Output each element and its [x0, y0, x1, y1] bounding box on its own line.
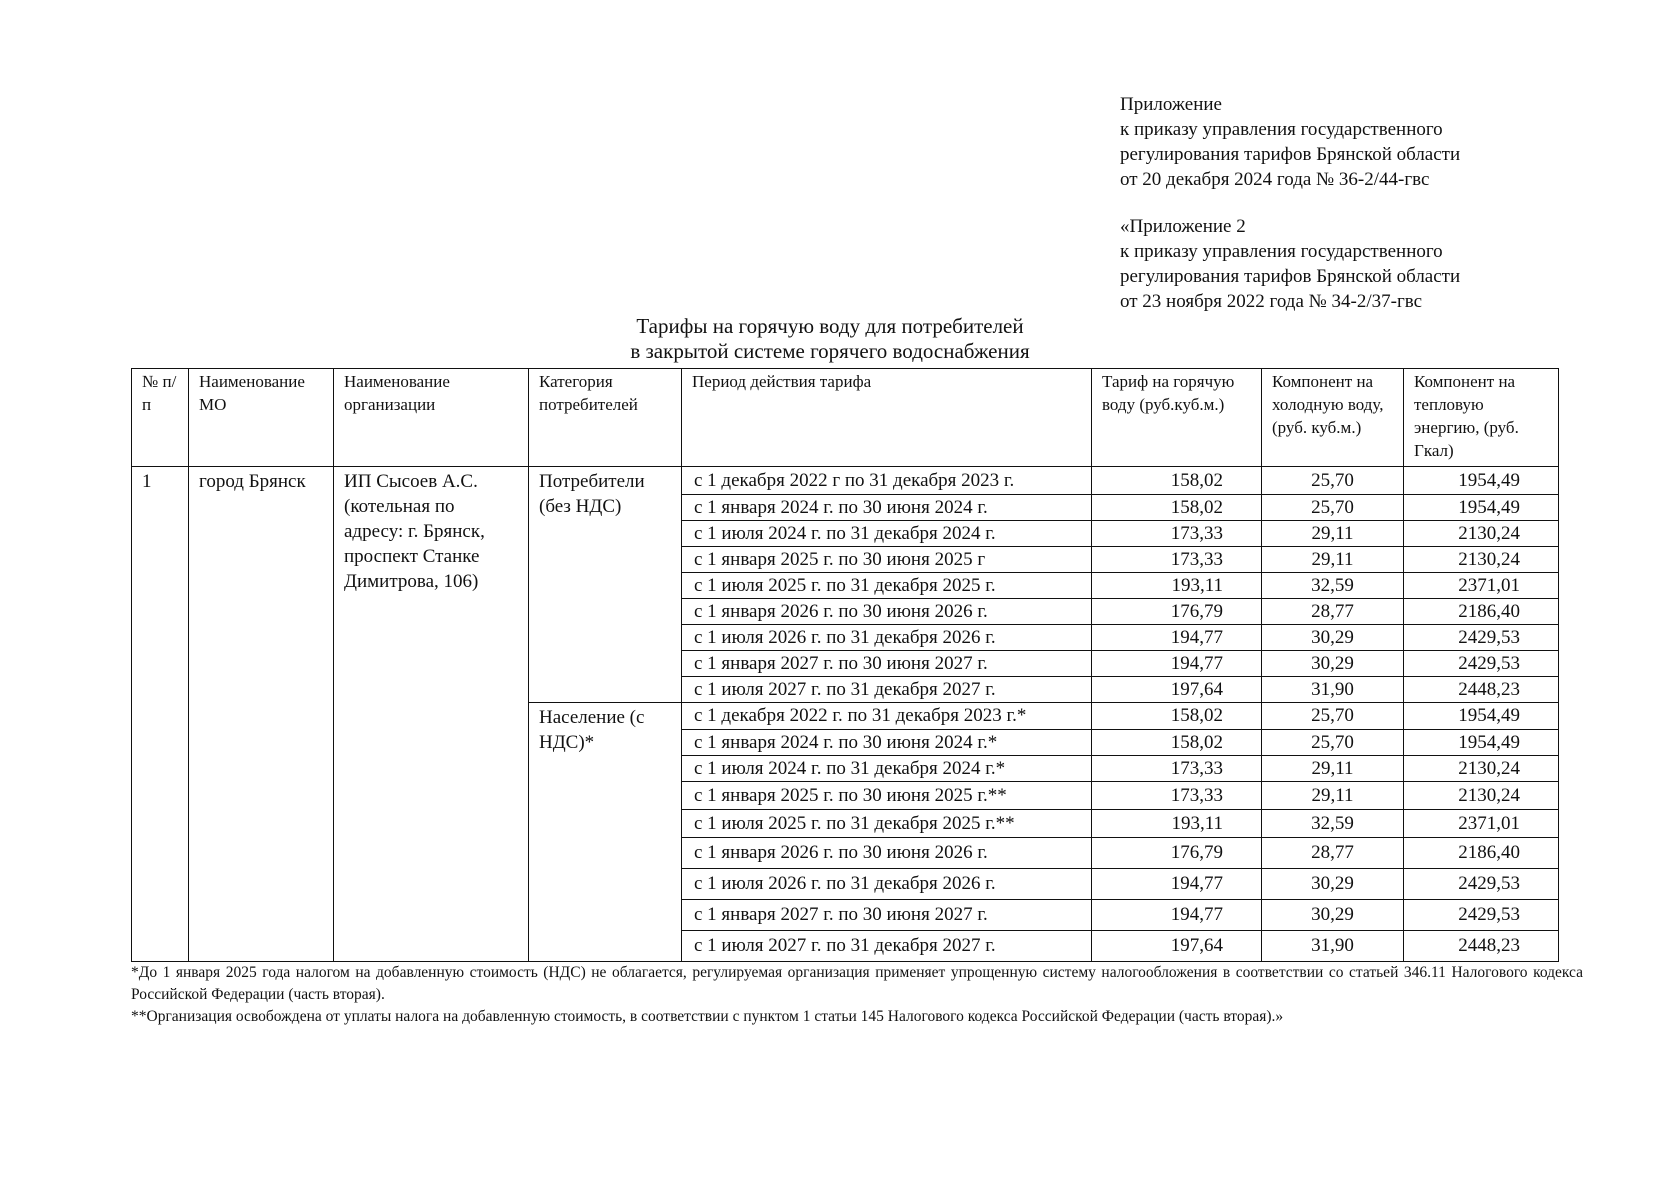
footnotes [131, 962, 1583, 1028]
heat-energy-cell: 2429,53 [1404, 900, 1559, 931]
tariff-cell: 173,33 [1092, 756, 1262, 782]
cold-water-cell: 25,70 [1262, 703, 1404, 730]
cold-water-cell: 29,11 [1262, 521, 1404, 547]
mo-cell: город Брянск [189, 467, 334, 962]
appendix2-line: от 23 ноября 2022 года № 34-2/37-гвс [1120, 291, 1423, 312]
cold-water-cell: 28,77 [1262, 838, 1404, 869]
period-cell: с 1 января 2024 г. по 30 июня 2024 г. [682, 495, 1092, 521]
tariff-cell: 158,02 [1092, 495, 1262, 521]
heat-energy-cell: 2130,24 [1404, 782, 1559, 810]
period-cell: с 1 июля 2026 г. по 31 декабря 2026 г. [682, 625, 1092, 651]
cold-water-cell: 31,90 [1262, 931, 1404, 962]
document-title [330, 314, 1330, 364]
heat-energy-cell: 2448,23 [1404, 677, 1559, 703]
period-cell: с 1 июля 2024 г. по 31 декабря 2024 г.* [682, 756, 1092, 782]
period-cell: с 1 января 2026 г. по 30 июня 2026 г. [682, 599, 1092, 625]
heat-energy-cell: 2186,40 [1404, 599, 1559, 625]
tariff-cell: 173,33 [1092, 521, 1262, 547]
cold-water-cell: 29,11 [1262, 756, 1404, 782]
table-header-row [132, 369, 1559, 467]
heat-energy-cell: 1954,49 [1404, 495, 1559, 521]
tariff-cell: 197,64 [1092, 677, 1262, 703]
title-line: Тарифы на горячую воду для потребителей [636, 314, 1024, 338]
tariff-cell: 173,33 [1092, 782, 1262, 810]
heat-energy-cell: 1954,49 [1404, 467, 1559, 495]
category-cell: Потребители (без НДС) [529, 467, 682, 703]
cold-water-cell: 25,70 [1262, 495, 1404, 521]
heat-energy-cell: 1954,49 [1404, 703, 1559, 730]
cold-water-cell: 32,59 [1262, 573, 1404, 599]
heat-energy-cell: 2429,53 [1404, 625, 1559, 651]
period-cell: с 1 января 2024 г. по 30 июня 2024 г.* [682, 730, 1092, 756]
cold-water-cell: 29,11 [1262, 547, 1404, 573]
heat-energy-cell: 2429,53 [1404, 651, 1559, 677]
footnote-vat-release: **Организация освобождена от уплаты налога на добавленную стоимость, в соответствии с пунктом 1 статьи 145 Налогового кодекса Российской Федерации (часть вторая).» [131, 1008, 1284, 1025]
tariff-cell: 194,77 [1092, 869, 1262, 900]
period-cell: с 1 июля 2024 г. по 31 декабря 2024 г. [682, 521, 1092, 547]
tariff-cell: 158,02 [1092, 467, 1262, 495]
cold-water-cell: 30,29 [1262, 651, 1404, 677]
heat-energy-cell: 2371,01 [1404, 573, 1559, 599]
cold-water-cell: 25,70 [1262, 467, 1404, 495]
tariff-cell: 193,11 [1092, 573, 1262, 599]
tariff-cell: 158,02 [1092, 730, 1262, 756]
title-line: в закрытой системе горячего водоснабжения [630, 339, 1030, 363]
header-heat-energy: Компонент на тепловую энергию, (руб. Гкал) [1404, 369, 1559, 467]
appendix2-line: к приказу управления государственного [1120, 241, 1443, 262]
organization-cell: ИП Сысоев А.С. (котельная по адресу: г. Брянск, проспект Станке Димитрова, 106) [334, 467, 529, 962]
appendix-line: от 20 декабря 2024 года № 36-2/44-гвс [1120, 169, 1430, 190]
number-cell: 1 [132, 467, 189, 962]
cold-water-cell: 29,11 [1262, 782, 1404, 810]
appendix-line: к приказу управления государственного [1120, 119, 1443, 140]
header-number: № п/п [132, 369, 189, 467]
period-cell: с 1 января 2027 г. по 30 июня 2027 г. [682, 900, 1092, 931]
period-cell: с 1 июля 2025 г. по 31 декабря 2025 г.** [682, 810, 1092, 838]
heat-energy-cell: 2130,24 [1404, 547, 1559, 573]
header-category: Категория потребителей [529, 369, 682, 467]
period-cell: с 1 июля 2025 г. по 31 декабря 2025 г. [682, 573, 1092, 599]
heat-energy-cell: 2186,40 [1404, 838, 1559, 869]
heat-energy-cell: 1954,49 [1404, 730, 1559, 756]
heat-energy-cell: 2448,23 [1404, 931, 1559, 962]
cold-water-cell: 25,70 [1262, 730, 1404, 756]
heat-energy-cell: 2371,01 [1404, 810, 1559, 838]
period-cell: с 1 января 2025 г. по 30 июня 2025 г [682, 547, 1092, 573]
tariff-cell: 173,33 [1092, 547, 1262, 573]
tariff-cell: 193,11 [1092, 810, 1262, 838]
appendix2-line: «Приложение 2 [1120, 216, 1246, 237]
tariff-cell: 176,79 [1092, 599, 1262, 625]
header-cold-water: Компонент на холодную воду, (руб. куб.м.) [1262, 369, 1404, 467]
period-cell: с 1 декабря 2022 г по 31 декабря 2023 г. [682, 467, 1092, 495]
footnote-vat-exempt: *До 1 января 2025 года налогом на добавленную стоимость (НДС) не облагается, регулируемая организация применяет упрощенную систему налогообложения в соответствии со статьей 346.11 Налогового кодекса Российской Федерации (часть вторая). [131, 964, 1583, 1003]
cold-water-cell: 30,29 [1262, 869, 1404, 900]
heat-energy-cell: 2130,24 [1404, 756, 1559, 782]
tariff-cell: 176,79 [1092, 838, 1262, 869]
tariff-cell: 158,02 [1092, 703, 1262, 730]
cold-water-cell: 28,77 [1262, 599, 1404, 625]
tariff-table [131, 368, 1559, 962]
header-organization: Наименование организации [334, 369, 529, 467]
period-cell: с 1 января 2025 г. по 30 июня 2025 г.** [682, 782, 1092, 810]
appendix2-line: регулирования тарифов Брянской области [1120, 266, 1461, 287]
tariff-cell: 194,77 [1092, 625, 1262, 651]
period-cell: с 1 июля 2027 г. по 31 декабря 2027 г. [682, 931, 1092, 962]
tariff-cell: 197,64 [1092, 931, 1262, 962]
appendix-line: Приложение [1120, 94, 1222, 115]
period-cell: с 1 января 2026 г. по 30 июня 2026 г. [682, 838, 1092, 869]
period-cell: с 1 июля 2026 г. по 31 декабря 2026 г. [682, 869, 1092, 900]
cold-water-cell: 32,59 [1262, 810, 1404, 838]
heat-energy-cell: 2429,53 [1404, 869, 1559, 900]
period-cell: с 1 января 2027 г. по 30 июня 2027 г. [682, 651, 1092, 677]
header-mo: Наименование МО [189, 369, 334, 467]
cold-water-cell: 30,29 [1262, 625, 1404, 651]
tariff-cell: 194,77 [1092, 900, 1262, 931]
heat-energy-cell: 2130,24 [1404, 521, 1559, 547]
category-cell: Население (с НДС)* [529, 703, 682, 962]
appendix-reference [1120, 92, 1540, 192]
tariff-cell: 194,77 [1092, 651, 1262, 677]
header-tariff: Тариф на горячую воду (руб.куб.м.) [1092, 369, 1262, 467]
period-cell: с 1 декабря 2022 г. по 31 декабря 2023 г.* [682, 703, 1092, 730]
appendix2-reference [1120, 214, 1540, 314]
period-cell: с 1 июля 2027 г. по 31 декабря 2027 г. [682, 677, 1092, 703]
table-row [132, 467, 1559, 495]
cold-water-cell: 30,29 [1262, 900, 1404, 931]
header-period: Период действия тарифа [682, 369, 1092, 467]
cold-water-cell: 31,90 [1262, 677, 1404, 703]
appendix-line: регулирования тарифов Брянской области [1120, 144, 1461, 165]
